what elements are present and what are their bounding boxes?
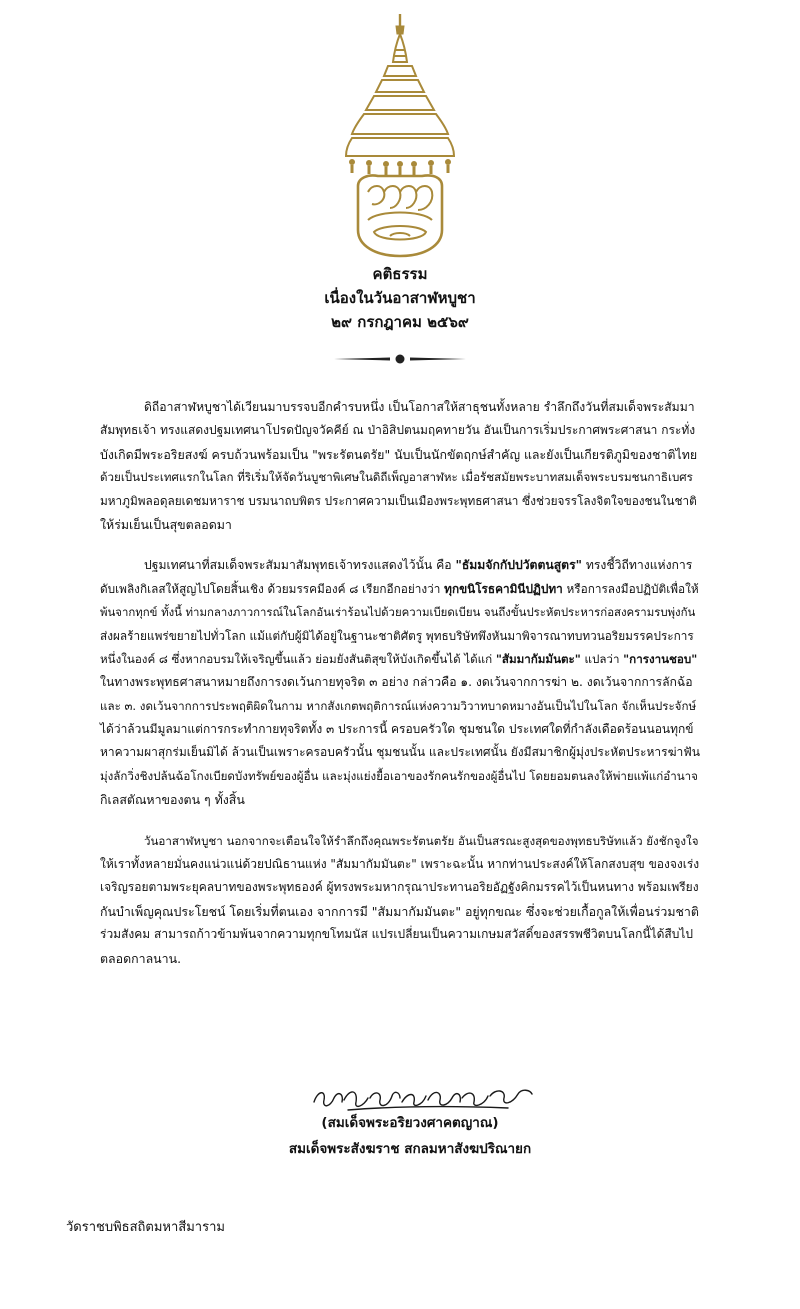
paragraph-line xyxy=(100,876,700,899)
text-run: ในทางพระพุทธศาสนาหมายถึงการงดเว้นกายทุจริต ๓ อย่าง กล่าวคือ ๑. งดเว้นจากการฆ่า ๒. งดเว้นจากการลักฉ้อ xyxy=(100,675,693,690)
paragraph-2 xyxy=(100,554,700,811)
paragraph-line xyxy=(100,830,700,853)
paragraph-line xyxy=(100,900,700,923)
text-run: ได้ว่าล้วนมีมูลมาแต่การกระทำกายทุจริตทั้ง ๓ ประการนี้ ครอบครัวใด ชุมชนใด ประเทศใดที่กำลังเดือดร้อนนอนทุกข์ xyxy=(100,722,694,737)
text-run: หรือการลงมือปฏิบัติเพื่อให้ xyxy=(562,581,699,596)
text-run: ให้เราทั้งหลายมั่นคงแน่วแน่ด้วยปณิธานแห่ง "สัมมากัมมันตะ" เพราะฉะนั้น หากท่านประสงค์ให้โลกสงบสุข ของจงเร่ง xyxy=(100,857,700,872)
text-run: วันอาสาฬหบูชา นอกจากจะเตือนใจให้รำลึกถึงคุณพระรัตนตรัย อันเป็นสรณะสูงสุดของพุทธบริษัทแล้ว ยังชักจูงใจ xyxy=(144,833,699,848)
signatory-name: (สมเด็จพระอริยวงศาคตญาณ) xyxy=(321,1115,499,1131)
document-date: ๒๙ กรกฎาคม ๒๕๖๙ xyxy=(331,313,469,331)
text-run: บังเกิดมีพระอริยสงฆ์ ครบถ้วนพร้อมเป็น "พระรัตนตรัย" นับเป็นนักขัตฤกษ์สำคัญ และยังเป็นเกียรติภูมิของชาติไทย xyxy=(100,446,698,462)
royal-seal-emblem-icon xyxy=(338,10,462,260)
text-run: ด้วยเป็นประเทศแรกในโลก ที่ริเริ่มให้จัดวันบูชาพิเศษในดิถีเพ็ญอาสาฬหะ เมื่อรัชสมัยพระบาทสมเด็จพระบรมชนกาธิเบศร xyxy=(100,470,693,485)
text-run: ดิถีอาสาฬหบูชาได้เวียนมาบรรจบอีกคำรบหนึ่ง เป็นโอกาสให้สาธุชนทั้งหลาย รำลึกถึงวันที่สมเด็จพระสัมมา xyxy=(144,400,695,414)
text-run: ดับเพลิงกิเลสให้สูญไปโดยสิ้นเชิง ด้วยมรรคมีองค์ ๘ เรียกอีกอย่างว่า xyxy=(100,581,445,596)
paragraph-line xyxy=(100,443,700,466)
paragraph-line xyxy=(100,466,700,489)
text-run: แปลว่า xyxy=(580,651,624,666)
text-run: ให้ร่มเย็นเป็นสุขตลอดมา xyxy=(100,516,232,532)
text-run: หนึ่งในองค์ ๘ ซึ่งหากอบรมให้เจริญขึ้นแล้ว ย่อมยังสันติสุขให้บังเกิดขึ้นได้ ได้แก่ xyxy=(100,651,496,666)
paragraph-line xyxy=(100,419,700,442)
paragraph-line xyxy=(100,741,700,764)
text-run: ร่วมสังคม สามารถก้าวข้ามพ้นจากความทุกขโทมนัส แปรเปลี่ยนเป็นความเกษมสวัสดิ์ของสรรพชีวิตบนโลกนี้ได้สืบไป xyxy=(100,927,693,942)
emphasized-term: ทุกขนิโรธคามินีปฏิปทา xyxy=(444,581,563,596)
emphasized-term: "สัมมากัมมันตะ" xyxy=(495,651,581,666)
text-run: ทรงชี้วิถีทางแห่งการ xyxy=(581,558,693,573)
document-title: คติธรรม xyxy=(372,265,428,283)
text-run: ปฐมเทศนาที่สมเด็จพระสัมมาสัมพุทธเจ้าทรงแสดงไว้นั้น คือ xyxy=(144,558,456,573)
paragraph-line xyxy=(100,788,700,811)
signatory-title: สมเด็จพระสังฆราช สกลมหาสังฆปริณายก xyxy=(288,1141,532,1157)
paragraph-line xyxy=(100,671,700,694)
text-run: เจริญรอยตามพระยุคลบาทของพระพุทธองค์ ผู้ทรงพระมหากรุณาประทานอริยอัฏฐังคิกมรรคไว้เป็นหนทาง พร้อมเพรียง xyxy=(100,880,699,895)
paragraph-line xyxy=(100,625,700,648)
paragraph-line xyxy=(100,396,700,419)
paragraph-line xyxy=(100,578,700,601)
paragraph-line xyxy=(100,601,700,624)
paragraph-line xyxy=(100,853,700,876)
signatory-block xyxy=(250,1110,570,1162)
paragraph-3 xyxy=(100,830,700,970)
ornament-divider-icon xyxy=(330,352,470,366)
paragraph-line xyxy=(100,490,700,513)
text-run: กันบำเพ็ญคุณประโยชน์ โดยเริ่มที่ตนเอง จากการมี "สัมมากัมมันตะ" อยู่ทุกขณะ ซึ่งจะช่วยเกื้อกูลให้เพื่อนร่วมชาติ xyxy=(100,903,699,919)
emphasized-term: "ธัมมจักกัปปวัตตนสูตร" xyxy=(455,558,582,573)
paragraph-line xyxy=(100,718,700,741)
text-run: ส่งผลร้ายแพร่ขยายไปทั่วโลก แม้แต่กับผู้มิได้อยู่ในฐานะชาติศัตรู พุทธบริษัทพึงหันมาพิจารณาทบทวนอริยมรรคประการ xyxy=(100,628,694,643)
text-run: มหาภูมิพลอดุลยเดชมหาราช บรมนาถบพิตร ประกาศความเป็นเมืองพระพุทธศาสนา ซึ่งช่วยจรรโลงจิตใจของชนในชาติ xyxy=(100,493,697,508)
text-run: สัมพุทธเจ้า ทรงแสดงปฐมเทศนาโปรดปัญจวัคคีย์ ณ ป่าอิสิปตนมฤคทายวัน อันเป็นการเริ่มประกาศพระศาสนา กระทั่ง xyxy=(100,423,696,438)
text-run: พ้นจากทุกข์ ทั้งนี้ ท่ามกลางภาวการณ์ในโลกอันเร่าร้อนไปด้วยความเบียดเบียน จนถึงขั้นประหัตประหารก่อสงครามรบพุ่งกัน xyxy=(100,605,696,620)
message-body xyxy=(100,396,700,988)
paragraph-line xyxy=(100,554,700,577)
text-run: หาความผาสุกร่มเย็นมิได้ ล้วนเป็นเพราะครอบครัวนั้น ชุมชนนั้น และประเทศนั้น ยังมีสมาชิกผู้มุ่งประหัตประหารฆ่าฟัน xyxy=(100,745,700,760)
document-subtitle: เนื่องในวันอาสาฬหบูชา xyxy=(324,289,476,307)
paragraph-1 xyxy=(100,396,700,536)
paragraph-line xyxy=(100,648,700,671)
paragraph-line xyxy=(100,513,700,536)
emphasized-term: "การงานชอบ" xyxy=(623,651,698,666)
paragraph-line xyxy=(100,923,700,946)
text-run: มุ่งลักวิ่งชิงปล้นฉ้อโกงเบียดบังทรัพย์ของผู้อื่น และมุ่งแย่งยื้อเอาของรักคนรักของผู้อื่นไป โดยยอมตนลงให้พ่ายแพ้แก่อำนาจ xyxy=(100,768,698,783)
text-run: ตลอดกาลนาน. xyxy=(100,950,182,966)
text-run: กิเลสตัณหาของตน ๆ ทั้งสิ้น xyxy=(100,792,245,808)
paragraph-line xyxy=(100,765,700,788)
text-run: และ ๓. งดเว้นจากการประพฤติผิดในกาม หากสังเกตพฤติการณ์แห่งความวิวาทบาดหมางอันเป็นไปในโลก จักเห็นประจักษ์ xyxy=(100,698,697,713)
paragraph-line xyxy=(100,695,700,718)
heading-block xyxy=(0,262,800,334)
footer-location: วัดราชบพิธสถิตมหาสีมาราม xyxy=(66,1220,225,1235)
paragraph-line xyxy=(100,947,700,970)
